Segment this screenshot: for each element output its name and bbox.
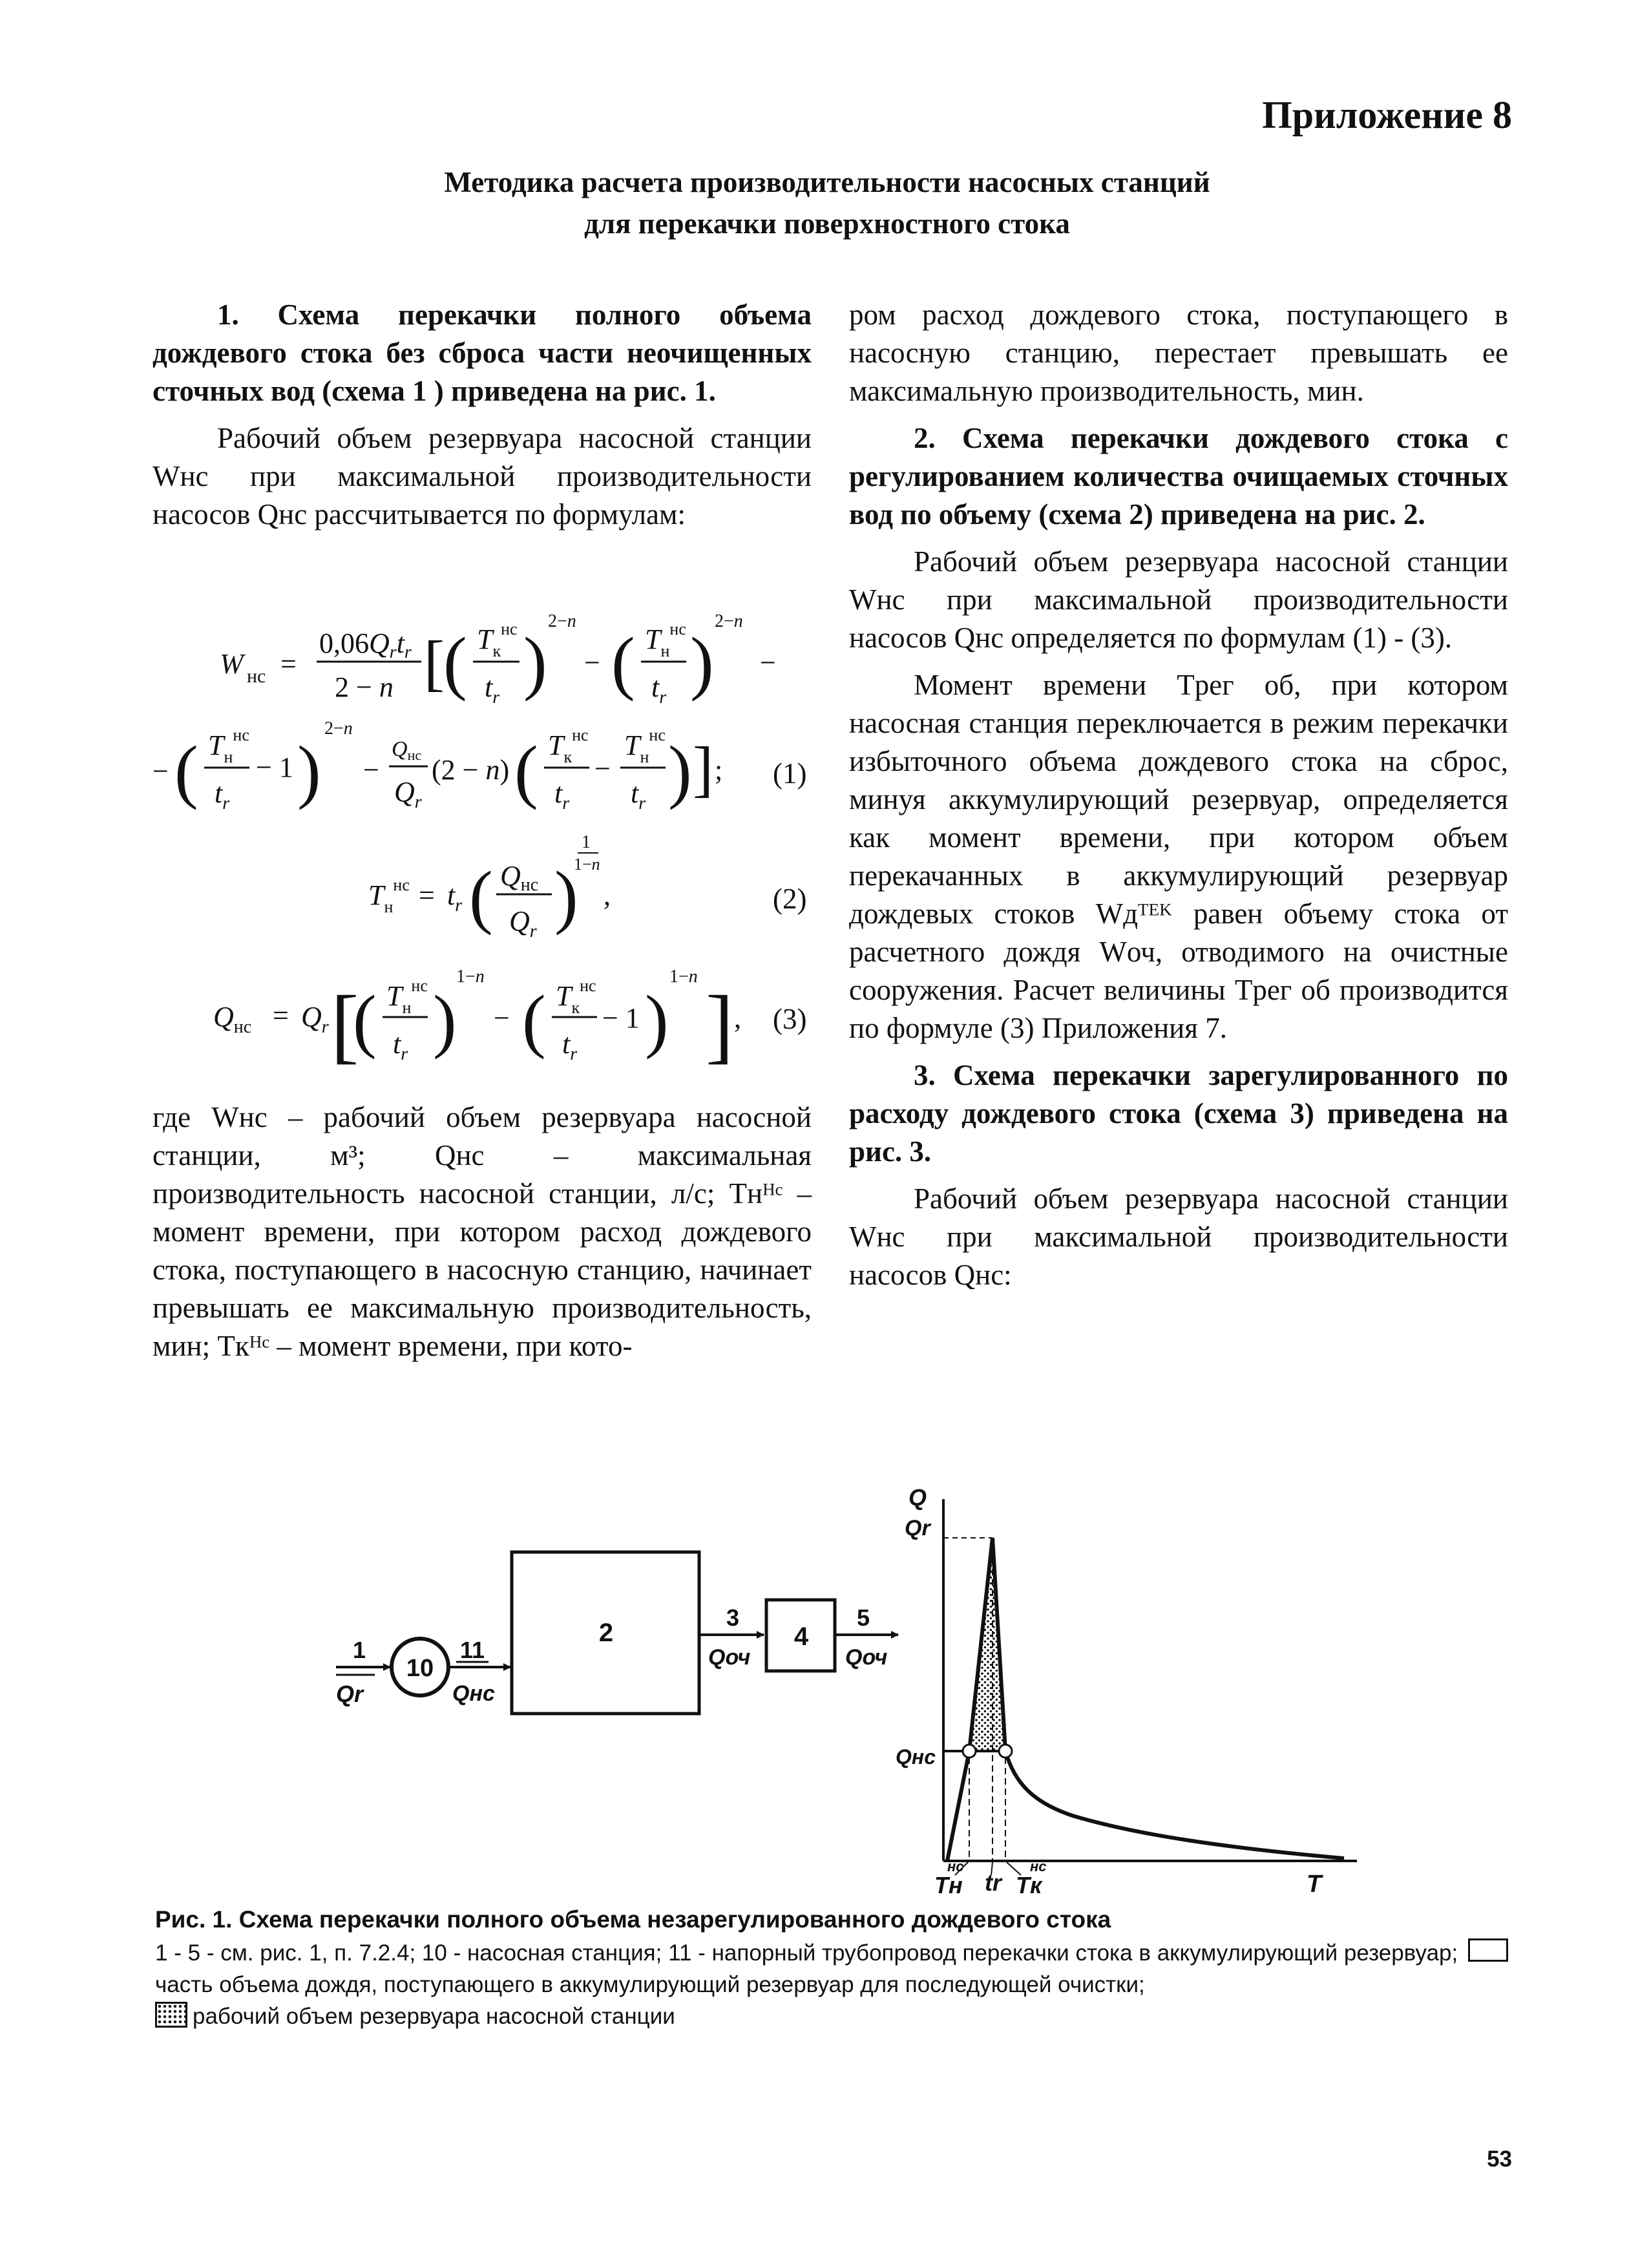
eq2-tn: $T_н^{нс}$ bbox=[368, 876, 410, 916]
eq1b-tn: $T_н^{нс}$ bbox=[208, 726, 249, 766]
eq2-paren-r: ) bbox=[554, 857, 578, 936]
eq1-equals: = bbox=[280, 648, 297, 680]
eq3-paren2-l: ( bbox=[522, 981, 546, 1060]
tk-point bbox=[999, 1745, 1012, 1758]
eq1b-minus1: − 1 bbox=[256, 751, 293, 783]
eq1-tn: $T_н^{нс}$ bbox=[645, 620, 686, 660]
section-2-paragraph-1: Рабочий объем резервуара насосной станции Wнс при максимальной производительности насосов Qнс определяется по формулам (1) - (3). bbox=[849, 545, 1508, 654]
label-3: 3 bbox=[726, 1604, 740, 1631]
legend-part-a: 1 - 5 - см. рис. 1, п. 7.2.4; 10 - насосная станция; 11 - напорный трубопровод перекачки стока в аккумулирующий резервуар; bbox=[155, 1940, 1458, 1966]
eq2-exp-den: 1−n bbox=[574, 855, 600, 874]
eq3-paren1-l: ( bbox=[353, 981, 377, 1060]
dotted-box-icon bbox=[155, 2002, 187, 2028]
eq2-tr: $t_r$ bbox=[447, 879, 463, 916]
eq1-exp1: 2−n bbox=[548, 611, 576, 631]
where-paragraph: где Wнс – рабочий объем резервуара насосной станции, м³; Qнс – максимальная производительность насосной станции, л/с; Tнᴴᶜ – момент времени, при котором расход дождевого стока, поступающего в насосную станцию, начинает превышать ее максимальную производительность, мин; Tкᴴᶜ – момент времени, при кото- bbox=[152, 1101, 812, 1362]
eq1b-tn2: $T_н^{нс}$ bbox=[624, 726, 666, 766]
label-qnc-in: Qнс bbox=[452, 1681, 495, 1706]
eq1b-minus2: − bbox=[363, 754, 379, 786]
eq3-tk: $T_к^{нс}$ bbox=[556, 976, 596, 1017]
eq1b-minus: − bbox=[152, 755, 169, 787]
eq1-paren2-l: ( bbox=[611, 623, 635, 702]
eq1-tk: $T_к^{нс}$ bbox=[477, 620, 518, 660]
figure-caption-title: Рис. 1. Схема перекачки полного объема незарегулированного дождевого стока bbox=[155, 1906, 1111, 1933]
eq1-den: 2 − n bbox=[335, 671, 394, 703]
eq1b-tr3: $t_r$ bbox=[631, 777, 646, 814]
eq3-minus1: − 1 bbox=[602, 1002, 640, 1034]
eq1-number: (1) bbox=[773, 757, 807, 790]
eq3-number: (3) bbox=[773, 1003, 807, 1035]
eq1-wnc: W bbox=[220, 648, 244, 680]
eq1b-tr: $t_r$ bbox=[215, 777, 230, 814]
label-qr-in: Qr bbox=[336, 1681, 364, 1707]
eq1b-tk: $T_к^{нс}$ bbox=[548, 726, 589, 766]
eq2-equals: = bbox=[419, 879, 435, 911]
eq1-minus2: − bbox=[760, 647, 776, 678]
eq1-minus1: − bbox=[584, 647, 600, 678]
eq1-paren2-r: ) bbox=[690, 623, 714, 702]
eq3-minus: − bbox=[494, 1002, 510, 1034]
section-3-heading: 3. Схема перекачки зарегулированного по расходу дождевого стока (схема 3) приведена на рис. 3. bbox=[849, 1059, 1508, 1168]
eq3-comma: , bbox=[734, 1002, 741, 1034]
label-1: 1 bbox=[353, 1637, 366, 1663]
legend-part-c: рабочий объем резервуара насосной станции bbox=[193, 2004, 675, 2029]
eq1b-exp: 2−n bbox=[324, 719, 353, 739]
section-3-paragraph: Рабочий объем резервуара насосной станции Wнс при максимальной производительности насосов Qнс: bbox=[849, 1182, 1508, 1291]
label-10: 10 bbox=[406, 1655, 434, 1682]
section-2-paragraph-2: Момент времени Tрег об, при котором насосная станция переключается в режим перекачки избыточного объема дождевого стока на сброс, минуя аккумулирующий резервуар, определяется как момент времени, при котором объем перекачанных в аккумулирующий резервуар дождевых стоков Wдᵀᴱᴷ равен объему стока от расчетного дождя Wоч, отводимого на очистные сооружения. Расчет величины Tрег об производится по формуле (3) Приложения 7. bbox=[849, 669, 1508, 1044]
label-qoch-5: Qоч bbox=[845, 1645, 888, 1670]
eq2-number: (2) bbox=[773, 883, 807, 915]
right-column bbox=[849, 296, 1508, 1303]
eq3-tr2: $t_r$ bbox=[562, 1028, 578, 1064]
figure-1-diagram bbox=[323, 1480, 1370, 1893]
eq3-qnc: $Q_{нс}$ bbox=[213, 1001, 252, 1037]
label-block-4: 4 bbox=[793, 1622, 809, 1651]
label-block-2: 2 bbox=[598, 1619, 614, 1647]
eq1b-tr2: $t_r$ bbox=[554, 777, 570, 814]
eq1-exp2: 2−n bbox=[715, 611, 743, 631]
title-line-2: для перекачки поверхностного стока bbox=[584, 207, 1070, 240]
tn-point bbox=[963, 1745, 976, 1758]
label-tr: tr bbox=[985, 1869, 1002, 1893]
eq1b-qr: $Q_r$ bbox=[394, 776, 422, 812]
eq1b-semicolon: ; bbox=[715, 754, 723, 786]
figure-caption-legend bbox=[155, 1937, 1512, 2032]
eq1b-paren-l: ( bbox=[174, 731, 198, 810]
eq1-tr1: $t_r$ bbox=[485, 671, 500, 708]
eq2-paren-l: ( bbox=[469, 857, 493, 936]
eq2-comma: , bbox=[604, 879, 611, 911]
eq3-bracket-l: [ bbox=[331, 979, 359, 1072]
eq1b-qnc: Qнс bbox=[392, 737, 422, 763]
eq3-tr1: $t_r$ bbox=[393, 1028, 408, 1064]
eq1b-paren2-l: ( bbox=[514, 731, 538, 810]
eq2-qnc: Qнс bbox=[500, 860, 539, 895]
formulas bbox=[152, 607, 812, 1086]
appendix-label: Приложение 8 bbox=[1262, 94, 1512, 136]
label-tk: Tк bbox=[1016, 1872, 1042, 1893]
eq1b-minus3: − bbox=[594, 753, 611, 784]
axis-qr-label: Qr bbox=[905, 1516, 930, 1540]
eq3-equals: = bbox=[273, 1000, 289, 1031]
hydrograph-curve bbox=[947, 1538, 1344, 1861]
eq1b-paren2-r: ) bbox=[668, 731, 692, 810]
eq3-paren1-r: ) bbox=[433, 981, 457, 1060]
section-1-paragraph: Рабочий объем резервуара насосной станции Wнс при максимальной производительности насосов Qнс рассчитывается по формулам: bbox=[152, 422, 812, 530]
left-column-top bbox=[152, 296, 812, 543]
label-qoch-3: Qоч bbox=[708, 1645, 751, 1670]
eq2-exp-num: 1 bbox=[582, 832, 591, 852]
eq1-bracket-l: [ bbox=[424, 628, 445, 697]
eq1-tr2: $t_r$ bbox=[651, 671, 667, 708]
eq3-exp2: 1−n bbox=[669, 967, 698, 987]
eq1b-paren-r: ) bbox=[297, 731, 321, 810]
eq3-paren2-r: ) bbox=[645, 981, 669, 1060]
axis-q-label: Q bbox=[909, 1484, 927, 1511]
page-title bbox=[284, 162, 1370, 244]
legend-part-b: часть объема дождя, поступающего в аккумулирующий резервуар для последующей очистки; bbox=[155, 1972, 1145, 1997]
page-number: 53 bbox=[1487, 2147, 1512, 2172]
axis-t-label: T bbox=[1307, 1871, 1322, 1893]
label-5: 5 bbox=[857, 1604, 870, 1631]
eq1-num: 0,06Qrtr bbox=[319, 627, 412, 662]
eq1-paren1-r: ) bbox=[523, 623, 547, 702]
title-line-1: Методика расчета производительности насосных станций bbox=[444, 166, 1210, 198]
eq1b-bracket-r: ] bbox=[693, 734, 713, 803]
eq3-qr: $Q_r$ bbox=[301, 1001, 329, 1037]
eq1-wnc-sub: нс bbox=[247, 666, 266, 687]
eq1-paren1-l: ( bbox=[443, 623, 467, 702]
label-tn-sup: нс bbox=[947, 1858, 964, 1874]
continuation-paragraph: ром расход дождевого стока, поступающего в насосную станцию, перестает превышать ее максимальную производительность, мин. bbox=[849, 299, 1508, 407]
section-1-heading: 1. Схема перекачки полного объема дождевого стока без сброса части неочищенных сточных вод (схема 1 ) приведена на рис. 1. bbox=[152, 299, 812, 407]
eq3-exp1: 1−n bbox=[456, 967, 485, 987]
label-tn: Tн bbox=[934, 1872, 963, 1893]
eq3-tn: $T_н^{нс}$ bbox=[386, 976, 428, 1017]
label-tk-sup: нс bbox=[1030, 1858, 1047, 1874]
eq1b-mid: (2 − n) bbox=[432, 754, 510, 786]
eq2-qr: $Q_r$ bbox=[509, 905, 537, 941]
section-2-heading: 2. Схема перекачки дождевого стока с регулированием количества очищаемых сточных вод по объему (схема 2) приведена на рис. 2. bbox=[849, 422, 1508, 530]
blank-box-icon bbox=[1468, 1938, 1508, 1962]
left-column-bottom bbox=[152, 1098, 812, 1374]
axis-qnc-label: Qнс bbox=[896, 1745, 936, 1769]
label-11: 11 bbox=[460, 1637, 485, 1663]
eq3-bracket-r: ] bbox=[706, 979, 734, 1072]
